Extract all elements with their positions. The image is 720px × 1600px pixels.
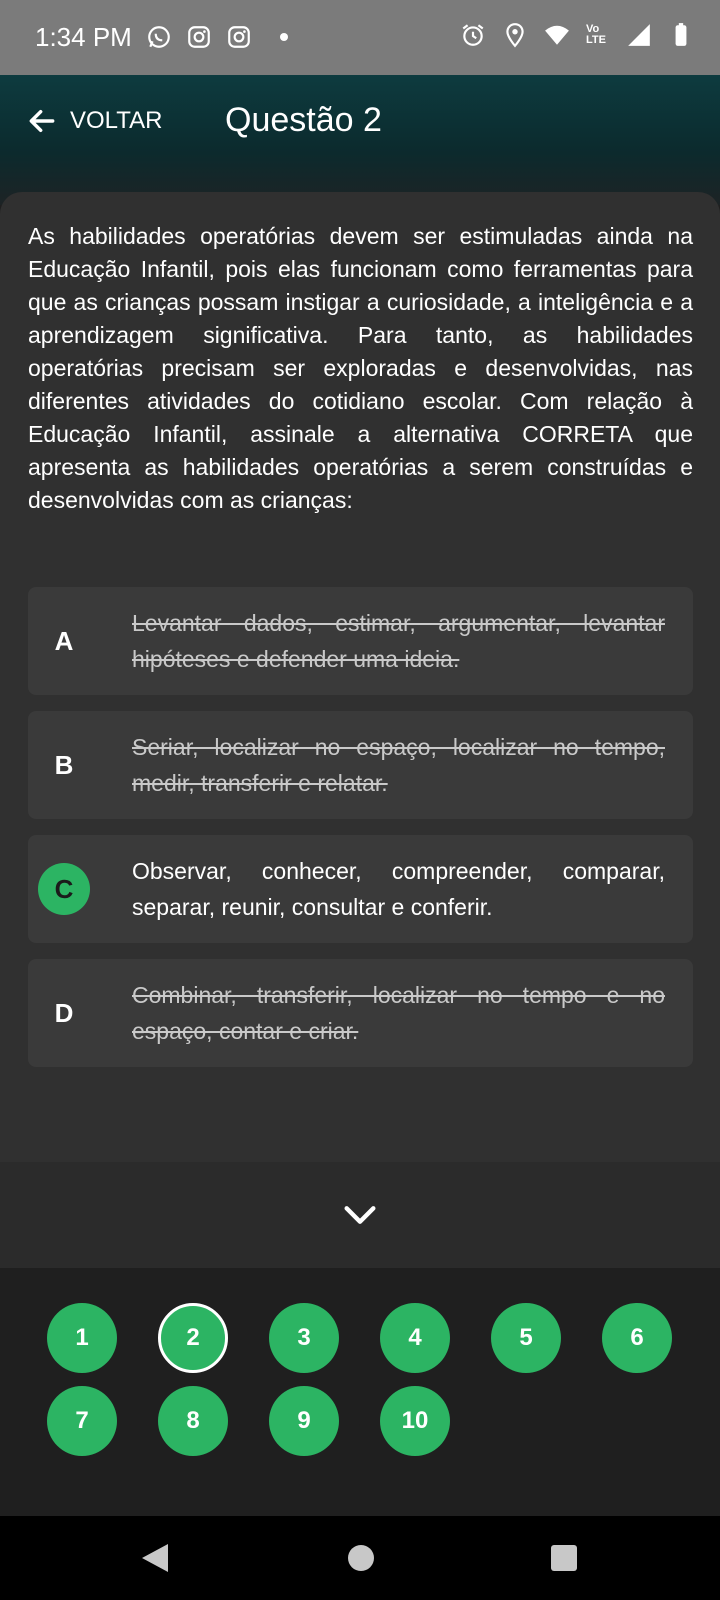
question-button-4[interactable]: 4 bbox=[380, 1303, 450, 1373]
location-icon bbox=[502, 22, 528, 48]
chevron-down-icon bbox=[340, 1195, 380, 1235]
question-button-3[interactable]: 3 bbox=[269, 1303, 339, 1373]
collapse-navigator-button[interactable] bbox=[0, 1162, 720, 1268]
signal-icon bbox=[626, 22, 652, 48]
back-label: VOLTAR bbox=[70, 107, 163, 134]
option-d[interactable] bbox=[28, 959, 693, 1067]
status-time: 1:34 PM bbox=[35, 22, 132, 52]
system-icons bbox=[460, 22, 694, 48]
option-a[interactable] bbox=[28, 587, 693, 695]
instagram-icon bbox=[226, 24, 252, 50]
question-text: As habilidades operatórias devem ser estimuladas ainda na Educação Infantil, pois elas funcionam como ferramentas para que as crianças possam instigar a curiosidade, a inteligência e a aprendizagem significativa. Para tanto, as habilidades operatórias precisam ser exploradas e desenvolvidas, nas diferentes atividades do cotidiano escolar. Com relação à Educação Infantil, assinale a alternativa CORRETA que apresenta as habilidades operatórias a serem construídas e desenvolvidas com as crianças: bbox=[28, 223, 693, 513]
nav-home-icon[interactable] bbox=[348, 1545, 374, 1571]
question-button-9[interactable]: 9 bbox=[269, 1386, 339, 1456]
whatsapp-icon bbox=[146, 24, 172, 50]
option-text: Combinar, transferir, localizar no tempo e no espaço, contar e criar. bbox=[132, 982, 665, 1044]
nav-back-icon[interactable] bbox=[140, 1542, 170, 1574]
option-b[interactable] bbox=[28, 711, 693, 819]
nav-recents-icon[interactable] bbox=[551, 1545, 577, 1571]
question-button-7[interactable]: 7 bbox=[47, 1386, 117, 1456]
instagram-icon bbox=[186, 24, 212, 50]
option-c[interactable] bbox=[28, 835, 693, 943]
question-button-8[interactable]: 8 bbox=[158, 1386, 228, 1456]
battery-icon bbox=[668, 22, 694, 48]
option-letter-selected: C bbox=[38, 863, 90, 915]
option-letter: A bbox=[54, 625, 74, 656]
app-header bbox=[0, 75, 720, 205]
option-letter: D bbox=[54, 997, 74, 1028]
option-text: Observar, conhecer, compreender, comparar, separar, reunir, consultar e conferir. bbox=[132, 858, 665, 920]
alarm-icon bbox=[460, 22, 486, 48]
question-button-6[interactable]: 6 bbox=[602, 1303, 672, 1373]
question-navigator bbox=[0, 1268, 720, 1516]
more-notifications-icon bbox=[280, 33, 288, 41]
option-letter: B bbox=[54, 749, 74, 780]
back-button[interactable] bbox=[26, 105, 162, 137]
question-button-5[interactable]: 5 bbox=[491, 1303, 561, 1373]
option-text: Seriar, localizar no espaço, localizar no tempo, medir, transferir e relatar. bbox=[132, 734, 665, 796]
question-button-2[interactable]: 2 bbox=[158, 1303, 228, 1373]
status-bar bbox=[0, 0, 720, 75]
page-title: Questão 2 bbox=[225, 101, 382, 139]
question-button-1[interactable]: 1 bbox=[47, 1303, 117, 1373]
arrow-left-icon bbox=[26, 105, 58, 137]
wifi-icon bbox=[544, 22, 570, 48]
volte-icon: Vo LTE bbox=[586, 23, 606, 46]
system-nav-bar bbox=[0, 1516, 720, 1600]
question-button-10[interactable]: 10 bbox=[380, 1386, 450, 1456]
notification-icons bbox=[146, 24, 288, 50]
option-text: Levantar dados, estimar, argumentar, levantar hipóteses e defender uma ideia. bbox=[132, 610, 665, 672]
question-card bbox=[0, 192, 720, 1162]
